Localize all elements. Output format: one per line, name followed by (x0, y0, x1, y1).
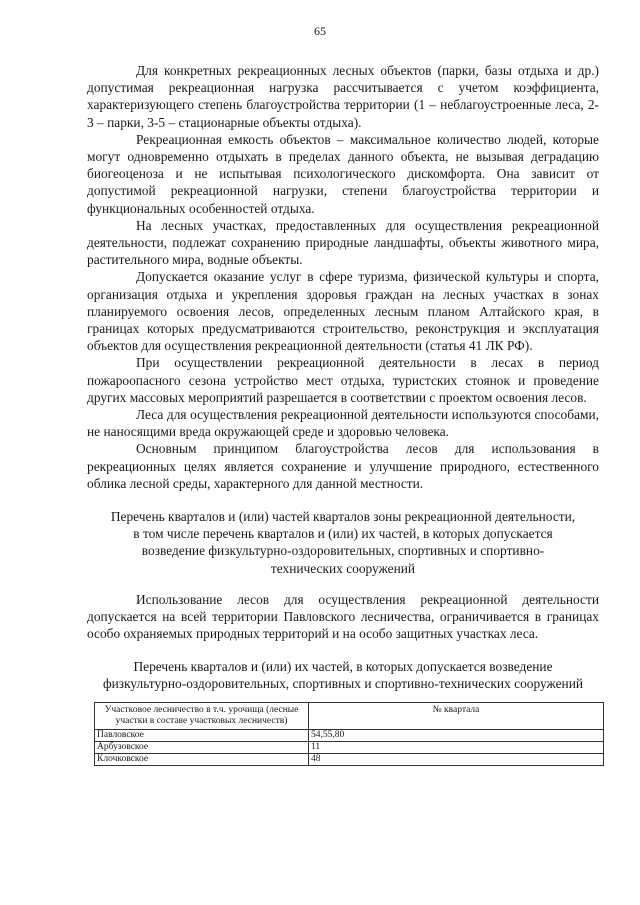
paragraph: Использование лесов для осуществления рекреационной деятельности допускается на всей территории Павловского лесничества, ограничивается в границах особо охраняемых природных территорий и на особо защитных участках леса. (87, 591, 599, 642)
cell-forestry: Арбузовское (95, 741, 309, 753)
section-heading: Перечень кварталов и (или) частей кварталов зоны рекреационной деятельности, в том числе перечень кварталов и (или) их частей, в которых допускается возведение физкультурно-оздоровительных, спортивных и спортивно-технических сооружений (110, 509, 576, 576)
table-row (95, 729, 604, 741)
document-body (87, 62, 599, 766)
paragraph: Рекреационная емкость объектов – максимальное количество людей, которые могут одновременно отдыхать в пределах данного объекта, не вызывая деградацию биогеоценоза и не испытывая психологического дискомфорта. Она зависит от допустимой рекреационной нагрузки, степени благоустройства территории и функциональных особенностей отдыха. (87, 131, 599, 216)
cell-forestry: Павловское (95, 729, 309, 741)
paragraph: При осуществлении рекреационной деятельности в лесах в период пожароопасного сезона устройство мест отдыха, туристских стоянок и проведение других массовых мероприятий разрешается в соответствии с проектом освоения лесов. (87, 355, 599, 405)
cell-forestry: Клочковское (95, 753, 309, 765)
forest-quarters-table (94, 702, 604, 766)
paragraph: Для конкретных рекреационных лесных объектов (парки, базы отдыха и др.) допустимая рекреационная нагрузка рассчитывается с учетом коэффициента, характеризующего степень благоустройства территории (1 – неблагоустроенные леса, 2-3 – парки, 3-5 – стационарные объекты отдыха). (87, 63, 599, 130)
column-header-quarter: № квартала (309, 702, 604, 729)
paragraph: Основным принципом благоустройства лесов для использования в рекреационных целях является сохранение и улучшение природного, естественного облика лесной среды, характерного для данной местности. (87, 441, 599, 491)
paragraph: На лесных участках, предоставленных для осуществления рекреационной деятельности, подлежат сохранению природные ландшафты, объекты животного мира, растительного мира, водные объекты. (87, 217, 599, 268)
table-row (95, 741, 604, 753)
paragraph: Леса для осуществления рекреационной деятельности используются способами, не наносящими вреда окружающей среде и здоровью человека. (87, 407, 599, 440)
page-number: 65 (314, 24, 326, 38)
cell-quarter: 48 (309, 753, 604, 765)
column-header-forestry: Участковое лесничество в т.ч. урочища (лесные участки в составе участковых лесничеств) (95, 702, 309, 729)
cell-quarter: 11 (309, 741, 604, 753)
table-row (95, 753, 604, 765)
table-header-row (95, 702, 604, 729)
cell-quarter: 54,55,80 (309, 729, 604, 741)
table-heading: Перечень кварталов и (или) их частей, в которых допускается возведение физкультурно-оздоровительных, спортивных и спортивно-технических сооружений (102, 658, 584, 691)
paragraph: Допускается оказание услуг в сфере туризма, физической культуры и спорта, организация отдыха и укрепления здоровья граждан на лесных участках в зонах планируемого освоения лесов, определенных лесным планом Алтайского края, в границах которых предусматриваются строительство, реконструкция и эксплуатация объектов для осуществления рекреационной деятельности (статья 41 ЛК РФ). (87, 269, 599, 354)
